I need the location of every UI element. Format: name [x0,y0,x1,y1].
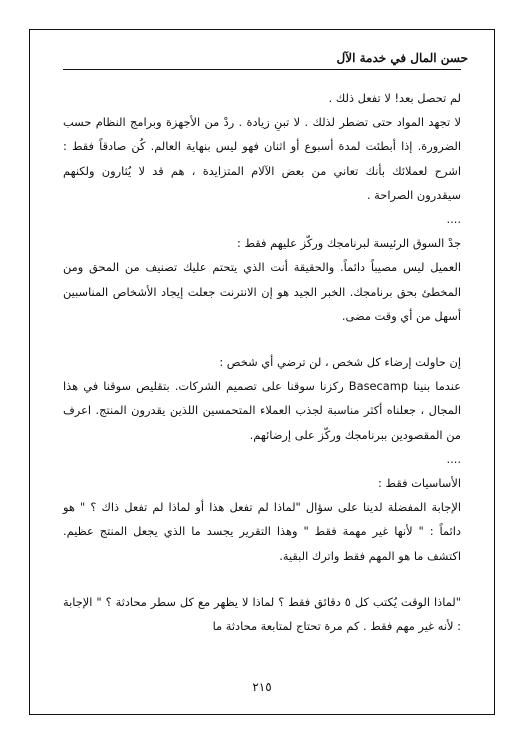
running-header-title: حسن المال في خدمة الآل [336,51,468,65]
page-number: ٢١٥ [252,680,272,694]
body-paragraph: لا تجهد المواد حتى تضطر لذلك . لا تبنِ زيادة . ردْ من الأجهزة وبرامج النظام حسب الضرورة. إذا أبطئت لمدة أسبوع أو اثنان فهو ليس بنهاية العالم. كُن صادقاً فقط : اشرح لعملائك بأنك تعاني من بعض الآلام المتزايدة ، هم قد لا يُثارون ولكنهم سيقدرون الصراحة . [63,115,461,202]
page-body [63,86,461,638]
section-separator: .... [446,212,461,227]
body-paragraph: الإجابة المفضلة لدينا على سؤال "لماذا لم تفعل هذا أو لماذا لم تفعل ذاك ؟ " هو دائماً : " لأنها غير مهمة فقط " وهذا التقرير يجسد ما الذي يجعل المنتج عظيم. اكتشف ما هو المهم فقط واترك البقية. [63,500,461,563]
body-paragraph: عندما بنينا Basecamp ركزنا سوقنا على تصميم الشركات. بتقليص سوقنا في هذا المجال ، جعلناه أكثر مناسبة لجذب العملاء المتحمسين اللذين يقدرون المنتج. اعرف من المقصودين ببرنامجك وركّز على إرضائهم. [63,379,462,442]
section-separator: .... [446,451,461,466]
section-heading: إن حاولت إرضاء كل شخص ، لن ترضي أي شخص : [219,355,461,370]
paragraph-gap [63,568,461,590]
body-paragraph: لم تحصل بعد! لا تفعل ذلك . [328,91,461,105]
body-paragraph: "لماذا الوقت يُكتب كل ٥ دقائق فقط ؟ لماذا لا يظهر مع كل سطر محادثة ؟ " الإجابة : لأنه غير مهم فقط . كم مرة تحتاج لمتابعة محادثة ما [63,594,461,634]
section-heading: جدْ السوق الرئيسة لبرنامجك وركّز عليهم فقط : [237,236,461,251]
section-heading: الأساسيات فقط : [378,476,461,491]
header-divider [63,69,461,70]
body-paragraph: العميل ليس مصيباً دائماً. والحقيقة أنت الذي يتحتم عليك تصنيف من المحق ومن المخطئ بحق برنامجك. الخبر الجيد هو إن الانترنت جعلت إيجاد الأشخاص المناسبين أسهل من أي وقت مضى. [63,260,461,323]
paragraph-gap [63,328,461,350]
